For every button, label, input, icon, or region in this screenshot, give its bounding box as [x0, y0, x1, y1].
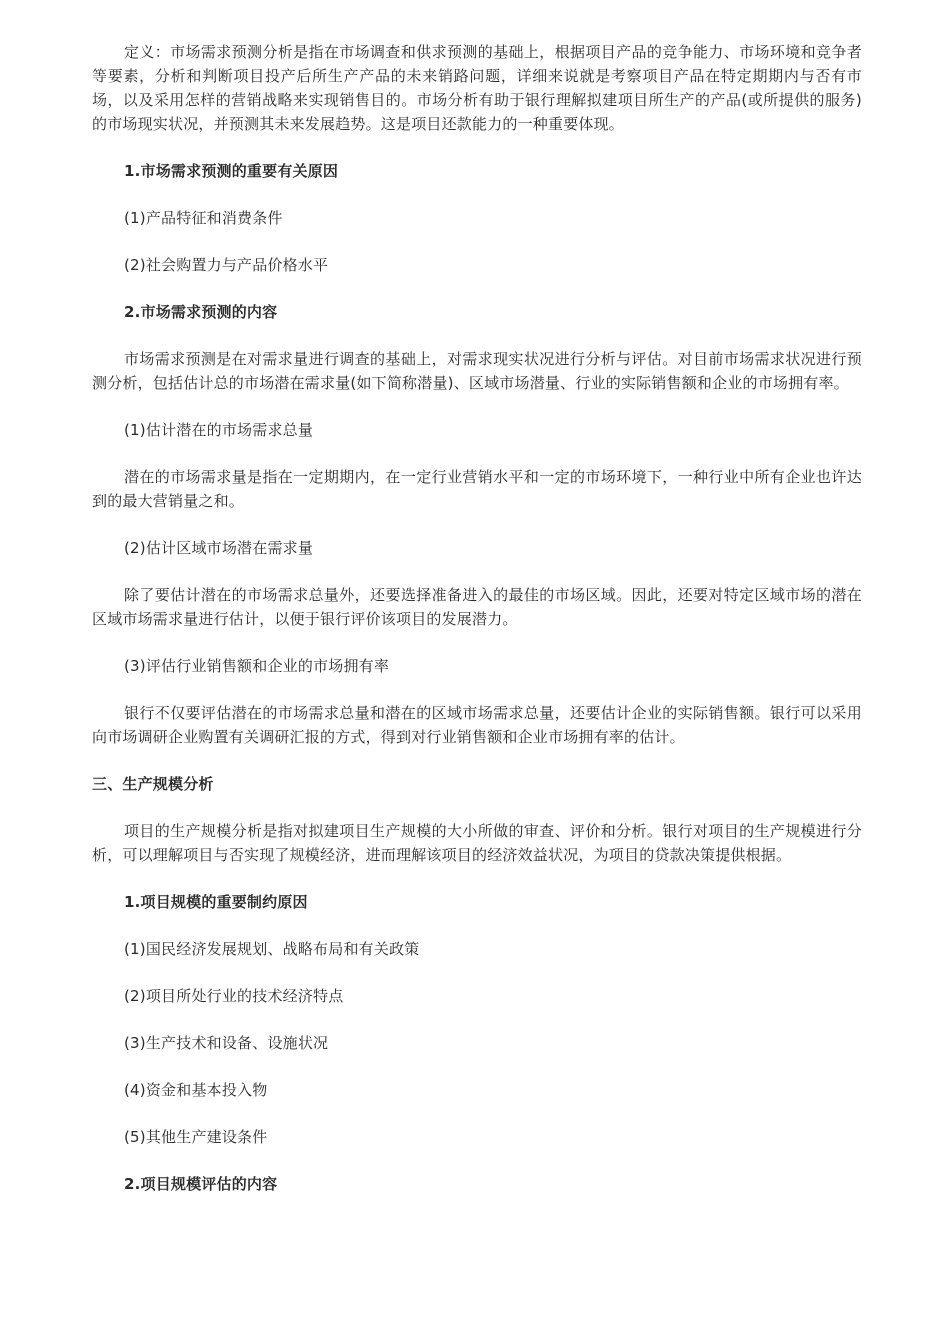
list-item: (4)资金和基本投入物: [124, 1081, 268, 1099]
body-paragraph: 潜在的市场需求量是指在一定期期内，在一定行业营销水平和一定的市场环境下，一种行业中所有企业也许达到的最大营销量之和。: [92, 468, 862, 510]
body-paragraph: 市场需求预测是在对需求量进行调查的基础上，对需求现实状况进行分析与评估。对目前市场需求状况进行预测分析，包括估计总的市场潜在需求量(如下简称潜量)、区域市场潜量、行业的实际销售额和企业的市场拥有率。: [92, 350, 862, 392]
list-item: (1)国民经济发展规划、战略布局和有关政策: [124, 940, 420, 958]
section-heading-market-demand-factors: 1.市场需求预测的重要有关原因: [124, 162, 339, 180]
list-item: (2)项目所处行业的技术经济特点: [124, 987, 344, 1005]
list-item: (1)估计潜在的市场需求总量: [124, 421, 314, 439]
body-paragraph: 银行不仅要评估潜在的市场需求总量和潜在的区域市场需求总量，还要估计企业的实际销售额。银行可以采用向市场调研企业购置有关调研汇报的方式，得到对行业销售额和企业市场拥有率的估计。: [92, 704, 862, 746]
section-heading-scale-evaluation: 2.项目规模评估的内容: [124, 1175, 278, 1193]
body-paragraph: 项目的生产规模分析是指对拟建项目生产规模的大小所做的审查、评价和分析。银行对项目的生产规模进行分析，可以理解项目与否实现了规模经济，进而理解该项目的经济效益状况，为项目的贷款决策提供根据。: [92, 822, 862, 864]
section-heading-scale-constraints: 1.项目规模的重要制约原因: [124, 893, 308, 911]
list-item: (1)产品特征和消费条件: [124, 209, 283, 227]
list-item: (2)社会购置力与产品价格水平: [124, 256, 329, 274]
list-item: (3)生产技术和设备、设施状况: [124, 1034, 329, 1052]
document-page: [92, 40, 862, 1196]
chapter-heading-production-scale: 三、生产规模分析: [92, 775, 214, 793]
body-paragraph: 除了要估计潜在的市场需求总量外，还要选择准备进入的最佳的市场区域。因此，还要对特定区域市场的潜在区域市场需求量进行估计，以便于银行评价该项目的发展潜力。: [92, 586, 862, 628]
definition-paragraph: 定义：市场需求预测分析是指在市场调查和供求预测的基础上，根据项目产品的竞争能力、市场环境和竞争者等要素，分析和判断项目投产后所生产产品的未来销路问题，详细来说就是考察项目产品在特定期期内与否有市场，以及采用怎样的营销战略来实现销售目的。市场分析有助于银行理解拟建项目所生产的产品(或所提供的服务)的市场现实状况，并预测其未来发展趋势。这是项目还款能力的一种重要体现。: [92, 43, 862, 133]
section-heading-market-demand-content: 2.市场需求预测的内容: [124, 303, 278, 321]
list-item: (2)估计区域市场潜在需求量: [124, 539, 314, 557]
list-item: (3)评估行业销售额和企业的市场拥有率: [124, 657, 390, 675]
list-item: (5)其他生产建设条件: [124, 1128, 268, 1146]
